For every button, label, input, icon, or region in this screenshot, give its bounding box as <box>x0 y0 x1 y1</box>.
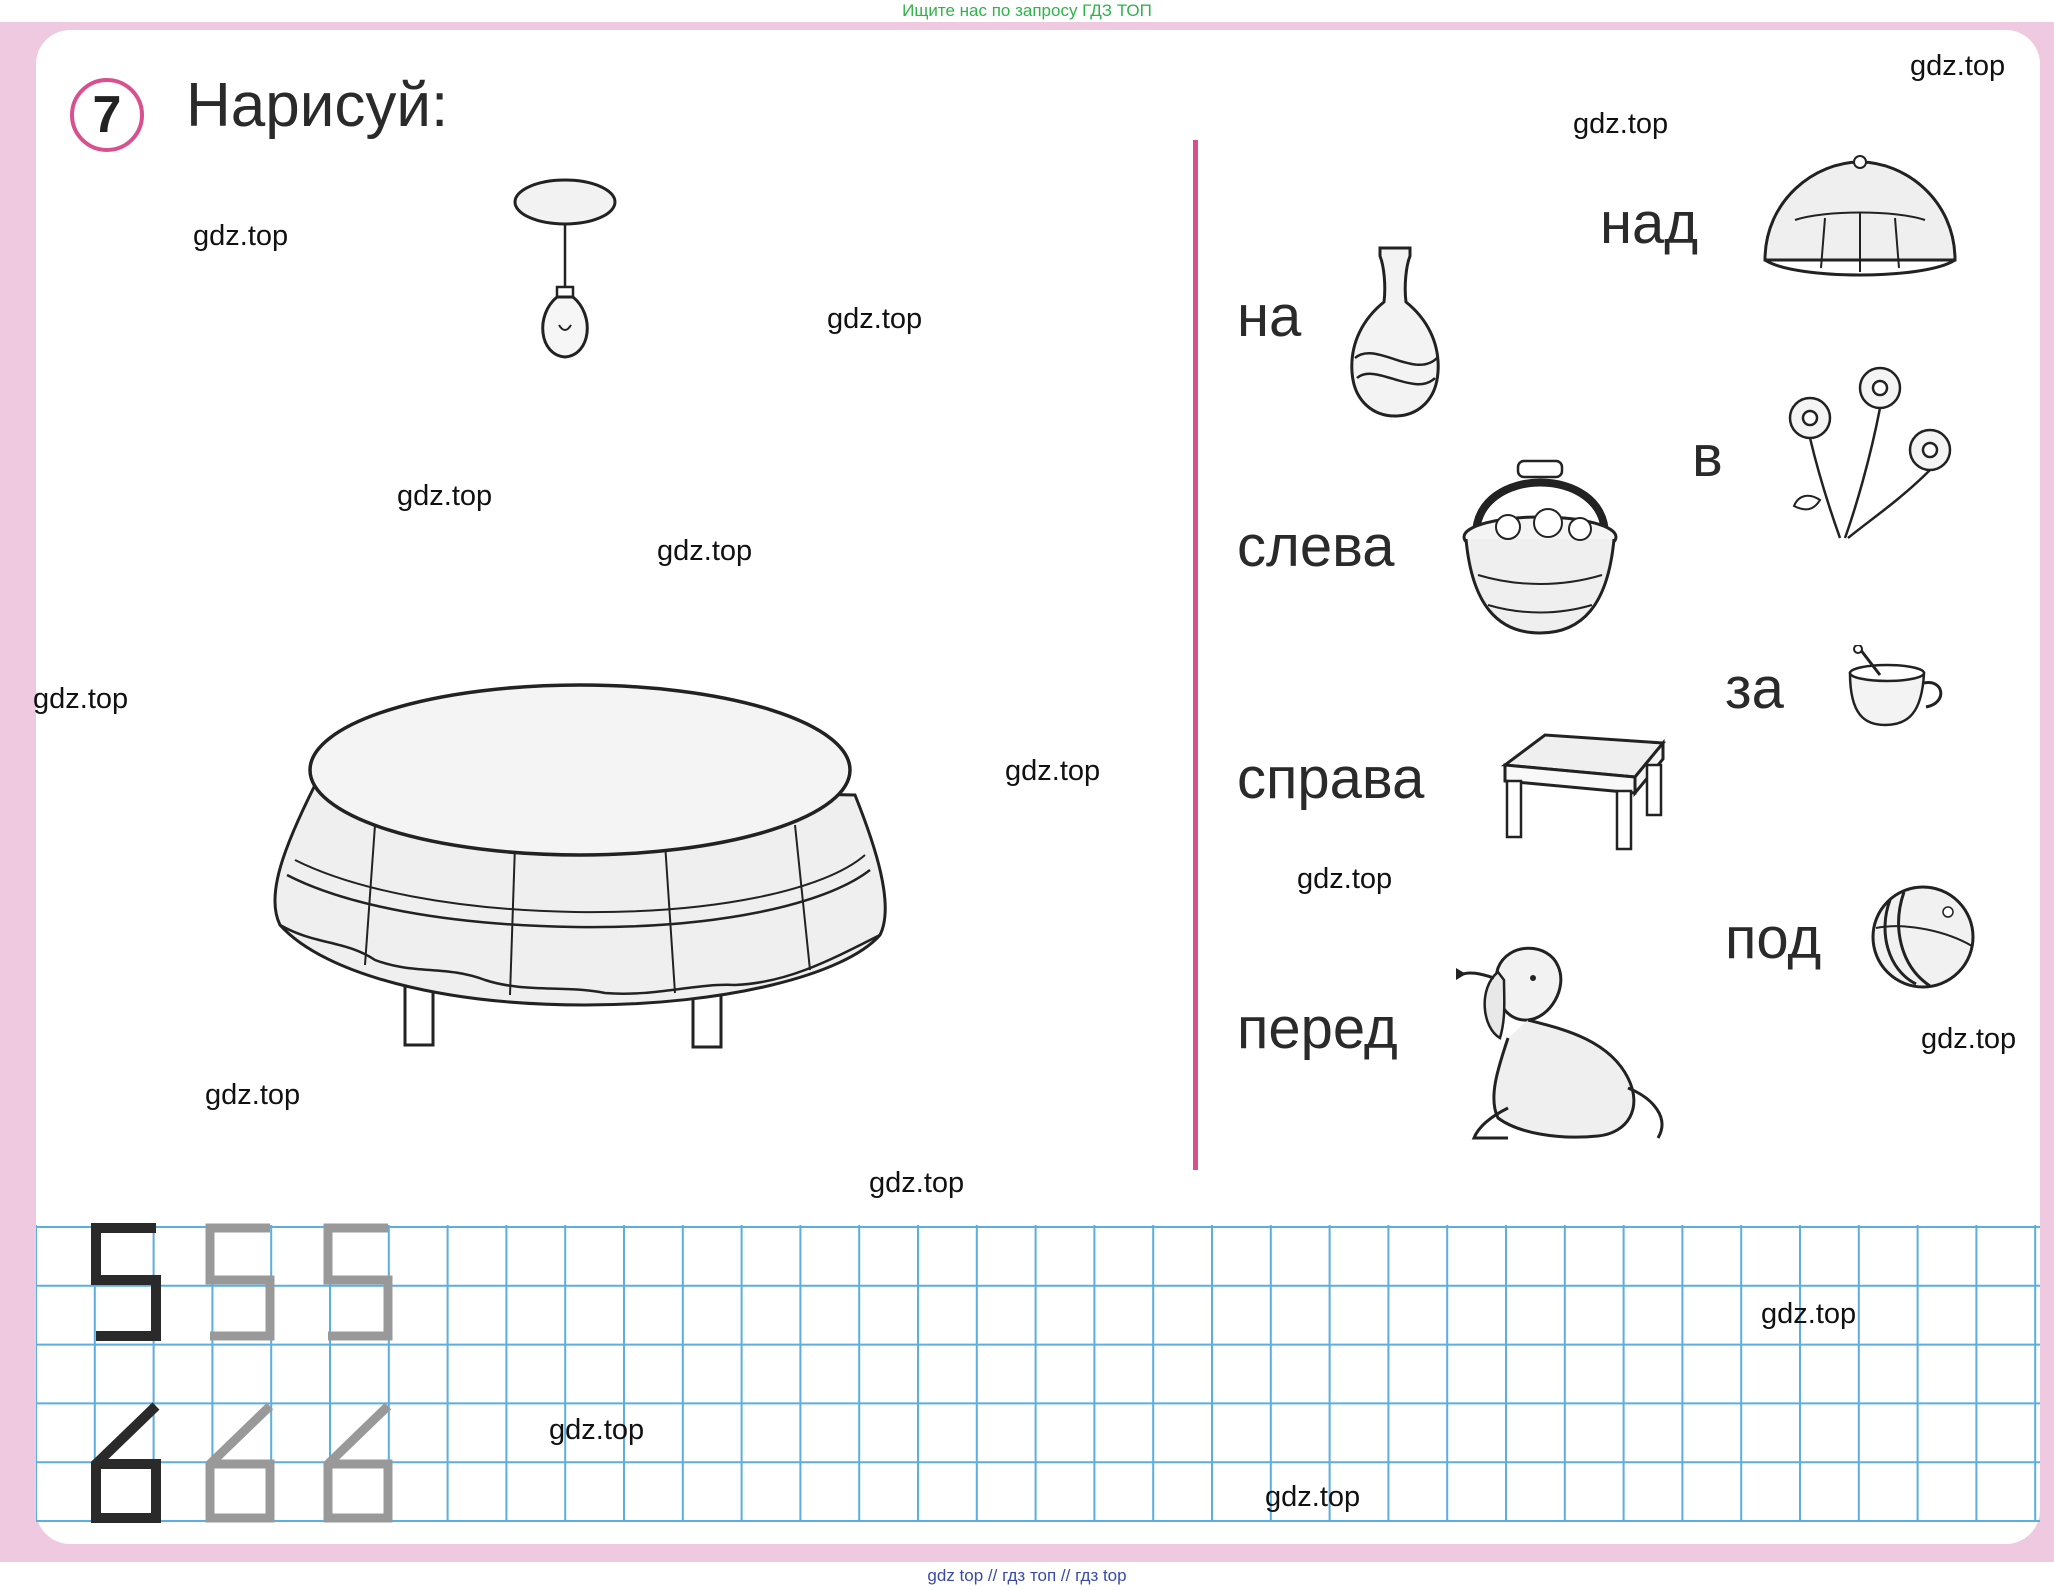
watermark: gdz.top <box>193 220 289 252</box>
watermark: gdz.top <box>869 1167 965 1199</box>
lamp-icon <box>505 175 625 365</box>
basket-icon <box>1458 455 1623 640</box>
lampshade-icon <box>1755 150 1965 285</box>
watermark: gdz.top <box>1573 108 1669 140</box>
flowers-icon <box>1760 360 1970 545</box>
word-left: слева <box>1237 514 1395 579</box>
watermark: gdz.top <box>657 535 753 567</box>
task-title: Нарисуй: <box>186 71 449 140</box>
word-in: в <box>1692 424 1723 489</box>
task-number-badge: 7 <box>70 78 144 152</box>
word-on: на <box>1237 284 1302 349</box>
word-front: перед <box>1237 996 1398 1061</box>
watermark: gdz.top <box>1265 1481 1361 1513</box>
word-right: справа <box>1237 746 1425 811</box>
stool-icon <box>1495 725 1670 855</box>
vase-icon <box>1345 240 1445 420</box>
cup-icon <box>1840 645 1955 730</box>
word-behind: за <box>1725 656 1784 721</box>
watermark: gdz.top <box>1005 755 1101 787</box>
watermark: gdz.top <box>1761 1298 1857 1330</box>
vertical-divider <box>1193 140 1198 1170</box>
word-under: под <box>1725 906 1822 971</box>
digit-five-row <box>86 1222 406 1347</box>
word-over: над <box>1600 191 1699 256</box>
puppy-icon <box>1438 928 1678 1148</box>
bottom-banner[interactable]: gdz top // гдз топ // гдз top <box>927 1566 1127 1585</box>
top-banner[interactable]: Ищите нас по запросу ГДЗ ТОП <box>902 1 1152 20</box>
watermark: gdz.top <box>1910 50 2006 82</box>
watermark: gdz.top <box>397 480 493 512</box>
digit-six-row <box>86 1402 406 1527</box>
tablecloth-table-icon <box>265 675 895 1055</box>
watermark: gdz.top <box>827 303 923 335</box>
watermark: gdz.top <box>1921 1023 2017 1055</box>
ball-icon <box>1868 882 1978 992</box>
watermark: gdz.top <box>205 1079 301 1111</box>
watermark: gdz.top <box>549 1414 645 1446</box>
watermark: gdz.top <box>1297 863 1393 895</box>
watermark: gdz.top <box>33 683 129 715</box>
